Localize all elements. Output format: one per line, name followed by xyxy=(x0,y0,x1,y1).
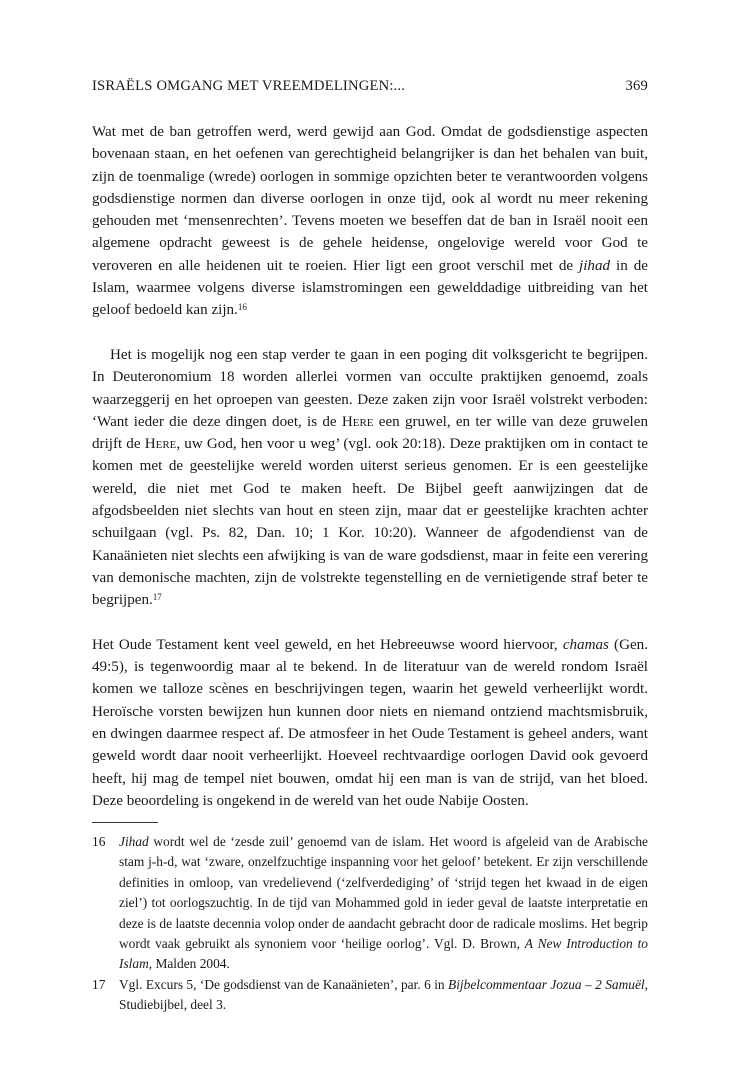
body-text xyxy=(92,121,648,812)
footnote-ref-17[interactable]: 17 xyxy=(152,592,162,603)
footnote-17-italic-a: Bijbelcommentaar Jozua – 2 Samuël, xyxy=(448,976,648,992)
footnote-16-italic-b: A New Introduction to Islam, xyxy=(119,936,648,972)
footnote-17 xyxy=(92,975,648,1016)
footnote-16 xyxy=(92,832,648,975)
footnote-17-text-b: Studiebijbel, deel 3. xyxy=(119,997,227,1013)
page-number: 369 xyxy=(625,78,648,94)
footnotes xyxy=(92,832,648,1016)
paragraph-2-smallcaps-1: Here xyxy=(341,413,374,430)
paragraph-3-text-b: (Gen. 49:5), is tegenwoordig maar al te bekend. In de literatuur van de wereld rondom Israël komen we talloze scènes en beschrijvingen tegen, waarin het geweld verheerlijkt wordt. Heroïsche vorsten bewijzen hun kunnen door niets en niemand ontziend machtsmisbruik, en dwingen daarmee respect af. De atmosfeer in het Oude Testament is geheel anders, want geweld wordt daar nooit verheerlijkt. Hoeveel rechtvaardige oorlogen David ook gevoerd heeft, hij mag de tempel niet bouwen, omdat hij een man is van de strijd, van het bloed. Deze beoordeling is ongekend in de wereld van het oude Nabije Oosten. xyxy=(92,636,648,809)
footnote-16-number: 16 xyxy=(92,834,106,849)
paragraph-1-italic: jihad xyxy=(579,257,611,274)
paragraph-1-text-a: Wat met de ban getroffen werd, werd gewijd aan God. Omdat de godsdienstige aspecten bovenaan staan, en het oefenen van gerechtigheid belangrijker is dan het behalen van buit, zijn de toenmalige (wrede) oorlogen in sommige opzichten beter te verantwoorden volgens godsdienstige normen dan diverse oorlogen in onze tijd, ook al wordt nu meer rekening gehouden met ‘mensenrechten’. Tevens moeten we beseffen dat de ban in Israël nooit een algemene opdracht geweest is de gehele heidense, ongelovige wereld voor God te veroveren en alle heidenen uit te roeien. Hier ligt een groot verschil met de xyxy=(92,124,648,274)
paragraph-2 xyxy=(92,344,648,612)
paragraph-3 xyxy=(92,634,648,812)
running-title: ISRAËLS OMGANG MET VREEMDELINGEN:... xyxy=(92,78,406,94)
paragraph-2-text-c: , uw God, hen voor u weg’ (vgl. ook 20:18). Deze praktijken om in contact te komen met de geestelijke wereld worden uiterst serieus genomen. Er is een geestelijke wereld, die niet met God te maken heeft. De Bijbel geeft aanwijzingen dat de afgodsbeelden niet slechts van hout en steen zijn, maar dat er geestelijke krachten achter schuilgaan (vgl. Ps. 82, Dan. 10; 1 Kor. 10:20). Wanneer de afgodendienst van de Kanaänieten niet slechts een afwijking is van de ware godsdienst, maar in feite een verering van demonische machten, zijn de volstrekte tegenstelling en de vernietigende straf beter te begrijpen. xyxy=(92,436,649,609)
footnote-16-text-a: wordt wel de ‘zesde zuil’ genoemd van de islam. Het woord is afgeleid van de Arabische stam j-h-d, wat ‘zware, onzelfzuchtige inspanning voor het geloof’ betekent. Er zijn verschillende definities in omloop, van vredelievend (‘zelfverdediging’ of ‘strijd tegen het kwaad in de eigen ziel’) tot oorlogszuchtig. In de tijd van Mohammed gold in ieder geval de laatste interpretatie en deze is de laatste decennia volop onder de aandacht gebracht door de radicale moslims. Het begrip wordt vaak gebruikt als synoniem voor ‘heilige oorlog’. Vgl. D. Brown, xyxy=(119,834,648,952)
paragraph-2-text-b: een gruwel, en ter wille van deze gruwelen drijft de xyxy=(92,413,648,453)
paragraph-2-smallcaps-2: Here xyxy=(144,436,177,453)
footnote-divider xyxy=(92,822,158,823)
paragraph-2-text-a: Het is mogelijk nog een stap verder te gaan in een poging dit volksgericht te begrijpen. In Deuteronomium 18 worden allerlei vormen van occulte praktijken genoemd, zoals waarzeggerij en het oproepen van geesten. Deze zaken zijn voor Israël volstrekt verboden: ‘Want ieder die deze dingen doet, is de xyxy=(92,346,648,430)
footnote-ref-16[interactable]: 16 xyxy=(237,302,247,313)
paragraph-1 xyxy=(92,121,648,322)
footnote-16-italic-a: Jihad xyxy=(119,834,149,849)
footnote-16-text-b: Malden 2004. xyxy=(152,956,230,972)
paragraph-1-text-b: in de Islam, waarmee volgens diverse islamstromingen een gewelddadige uitbreiding van het geloof bedoeld kan zijn. xyxy=(92,257,648,319)
running-header xyxy=(92,78,648,98)
footnote-17-number: 17 xyxy=(92,976,106,992)
paragraph-3-text-a: Het Oude Testament kent veel geweld, en het Hebreeuwse woord hiervoor, xyxy=(92,636,563,653)
paragraph-3-italic: chamas xyxy=(562,636,609,653)
footnote-17-text-a: Vgl. Excurs 5, ‘De godsdienst van de Kanaänieten’, par. 6 in xyxy=(119,976,449,992)
